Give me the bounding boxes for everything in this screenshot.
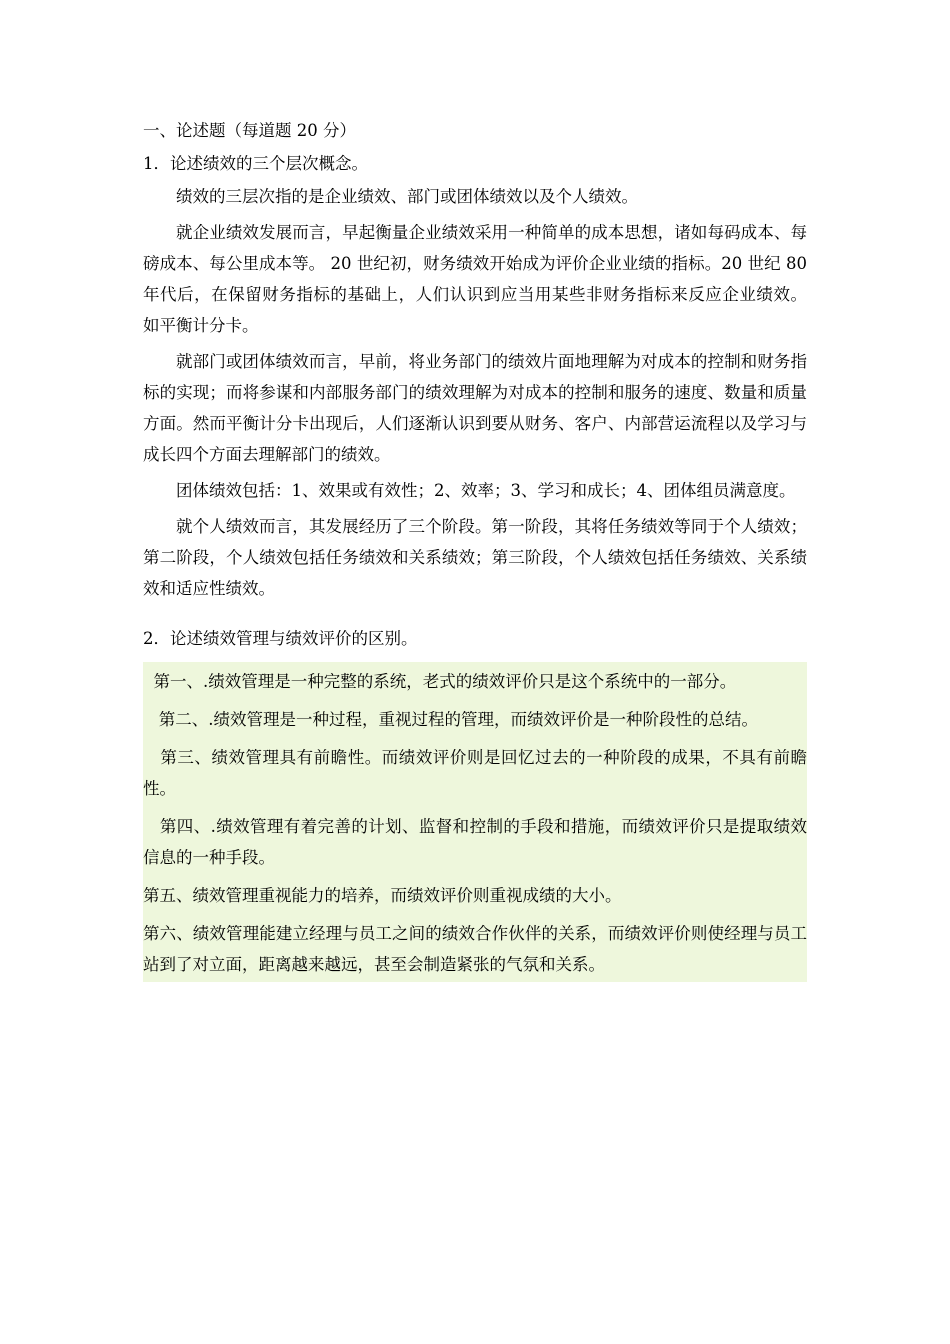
q2-point: 第三、绩效管理具有前瞻性。而绩效评价则是回忆过去的一种阶段的成果，不具有前瞻性。 [143,748,807,798]
q2-point: 第二、.绩效管理是一种过程，重视过程的管理，而绩效评价是一种阶段性的总结。 [143,710,758,729]
section-title: 一、论述题（每道题 20 分） [143,121,356,140]
spacer [143,604,807,626]
q1-paragraph: 就企业绩效发展而言，早起衡量企业绩效采用一种简单的成本思想，诸如每码成本、每磅成本、每公里成本等。 20 世纪初，财务绩效开始成为评价企业业绩的指标。20 世纪 80 年代后，在保留财务指标的基础上，人们认识到应当用某些非财务指标来反应企业绩效。 如平衡计分卡。 [143,223,807,335]
question-2-title: 2．论述绩效管理与绩效评价的区别。 [143,629,418,648]
q1-paragraph: 绩效的三层次指的是企业绩效、部门或团体绩效以及个人绩效。 [176,187,638,206]
q1-paragraph: 团体绩效包括：1、效果或有效性；2、效率；3、学习和成长；4、团体组员满意度。 [176,481,796,500]
q1-paragraph: 就个人绩效而言，其发展经历了三个阶段。第一阶段，其将任务绩效等同于个人绩效；第二阶段，个人绩效包括任务绩效和关系绩效；第三阶段，个人绩效包括任务绩效、关系绩效和适应性绩效。 [143,517,807,598]
q2-point: 第四、.绩效管理有着完善的计划、监督和控制的手段和措施，而绩效评价只是提取绩效信息的一种手段。 [143,817,807,867]
document-body [143,118,807,982]
highlighted-answer-block [143,662,807,982]
q2-point: 第一、.绩效管理是一种完整的系统，老式的绩效评价只是这个系统中的一部分。 [143,672,737,691]
q2-point: 第五、绩效管理重视能力的培养，而绩效评价则重视成绩的大小。 [143,886,622,905]
q1-paragraph: 就部门或团体绩效而言，早前，将业务部门的绩效片面地理解为对成本的控制和财务指标的实现；而将参谋和内部服务部门的绩效理解为对成本的控制和服务的速度、数量和质量方面。然而平衡计分卡出现后，人们逐渐认识到要从财务、客户、内部营运流程以及学习与成长四个方面去理解部门的绩效。 [143,352,807,464]
question-1-title: 1．论述绩效的三个层次概念。 [143,154,368,173]
q2-point: 第六、绩效管理能建立经理与员工之间的绩效合作伙伴的关系，而绩效评价则使经理与员工站到了对立面，距离越来越远，甚至会制造紧张的气氛和关系。 [143,924,807,974]
